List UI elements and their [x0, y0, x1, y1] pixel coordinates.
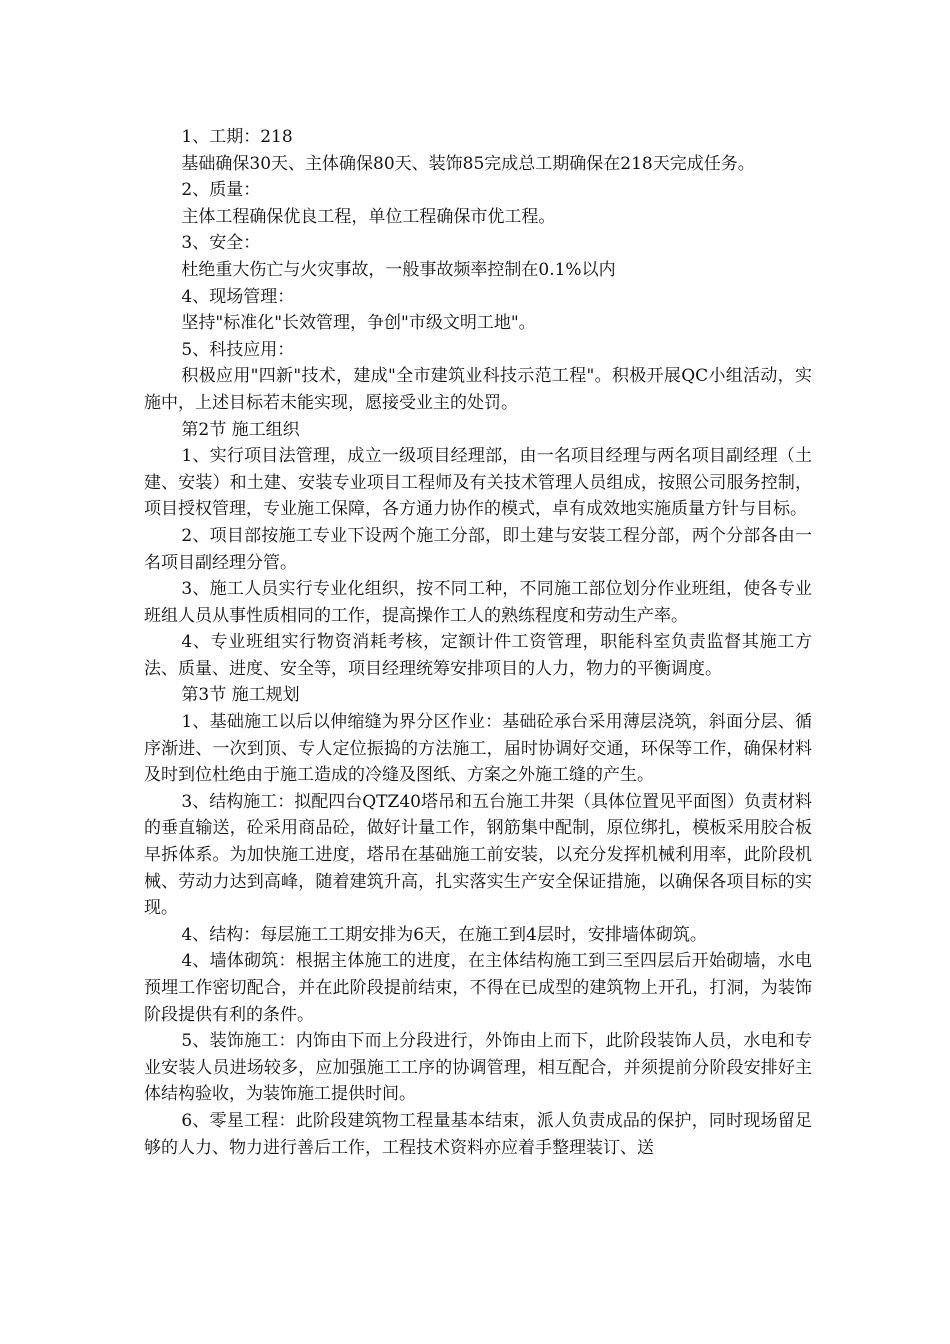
goal-technology-text: 积极应用"四新"技术，建成"全市建筑业科技示范工程"。积极开展QC小组活动，实施中，上述目标若未能实现，愿接受业主的处罚。 [144, 366, 812, 413]
planning-decoration-paragraph: 5、装饰施工：内饰由下而上分段进行，外饰由上而下，此阶段装饰人员，水电和专业安装人员进场较多，应加强施工工序的协调管理，相互配合，并须提前分阶段安排好主体结构验收，为装饰施工提供时间。 [144, 1031, 812, 1105]
organization-paragraph-1: 1、实行项目法管理，成立一级项目经理部，由一名项目经理与两名项目副经理（土建、安装）和土建、安装专业项目工程师及有关技术管理人员组成，按照公司服务控制，项目授权管理，专业施工保障，各方通力协作的模式，卓有成效地实施质量方针与目标。 [144, 446, 812, 520]
section-3-heading: 第3节 施工规划 [181, 685, 300, 706]
goal-safety-text: 杜绝重大伤亡与火灾事故，一般事故频率控制在0.1%以内 [181, 259, 616, 280]
organization-paragraph-4: 4、专业班组实行物资消耗考核，定额计件工资管理，职能科室负责监督其施工方法、质量、进度、安全等，项目经理统筹安排项目的人力，物力的平衡调度。 [144, 632, 812, 679]
goal-site-management-text: 坚持"标准化"长效管理，争创"市级文明工地"。 [181, 313, 536, 334]
goal-quality-text: 主体工程确保优良工程，单位工程确保市优工程。 [181, 206, 556, 227]
planning-schedule-paragraph: 4、结构：每层施工工期安排为6天，在施工到4层时，安排墙体砌筑。 [181, 924, 707, 945]
document-body [144, 124, 812, 1161]
planning-misc-works-paragraph: 6、零星工程：此阶段建筑物工程量基本结束，派人负责成品的保护，同时现场留足够的人力、物力进行善后工作，工程技术资料亦应着手整理装订、送 [144, 1110, 812, 1158]
goal-technology-heading: 5、科技应用： [181, 339, 295, 360]
goal-schedule-heading: 1、工期：218 [181, 127, 293, 147]
goal-schedule-text: 基础确保30天、主体确保80天、装饰85完成总工期确保在218天完成任务。 [181, 153, 755, 174]
planning-foundation-paragraph: 1、基础施工以后以伸缩缝为界分区作业：基础砼承台采用薄层浇筑，斜面分层、循序渐进、一次到顶、专人定位振捣的方法施工，届时协调好交通，环保等工作，确保材料及时到位杜绝由于施工造成的冷缝及图纸、方案之外施工缝的产生。 [144, 712, 812, 786]
goal-quality-heading: 2、质量： [181, 180, 261, 201]
planning-structure-paragraph: 3、结构施工：拟配四台QTZ40塔吊和五台施工井架（具体位置见平面图）负责材料的垂直输送，砼采用商品砼，做好计量工作，钢筋集中配制，原位绑扎，模板采用胶合板早拆体系。为加快施工进度，塔吊在基础施工前安装，以充分发挥机械利用率，此阶段机械、劳动力达到高峰，随着建筑升高，扎实落实生产安全保证措施，以确保各项目标的实现。 [144, 791, 812, 919]
section-2-heading: 第2节 施工组织 [181, 419, 300, 440]
goal-site-management-heading: 4、现场管理： [181, 286, 295, 307]
organization-paragraph-3: 3、施工人员实行专业化组织，按不同工种，不同施工部位划分作业班组，使各专业班组人员从事性质相同的工作，提高操作工人的熟练程度和劳动生产率。 [144, 579, 812, 626]
goal-safety-heading: 3、安全： [181, 233, 261, 254]
organization-paragraph-2: 2、项目部按施工专业下设两个施工分部，即土建与安装工程分部，两个分部各由一名项目副经理分管。 [144, 525, 812, 573]
planning-masonry-paragraph: 4、墙体砌筑：根据主体施工的进度，在主体结构施工到三至四层后开始砌墙，水电预埋工作密切配合，并在此阶段提前结束，不得在已成型的建筑物上开孔，打洞，为装饰阶段提供有利的条件。 [144, 951, 812, 1025]
